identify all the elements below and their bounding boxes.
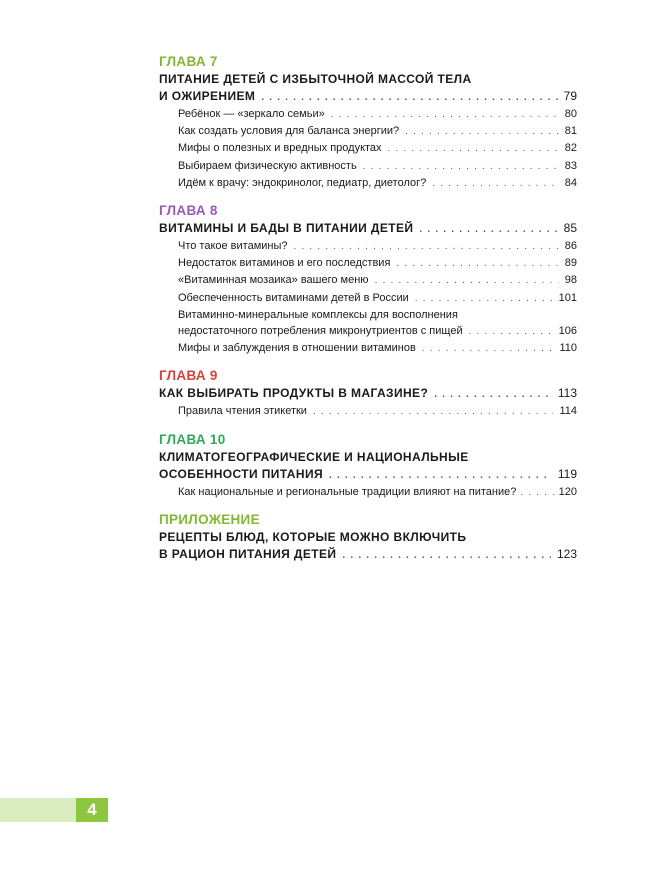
leader-dots — [422, 341, 554, 357]
toc-entry[interactable] — [159, 323, 577, 340]
leader-dots — [313, 404, 553, 420]
entry-title: Недостаток витаминов и его последствия — [178, 257, 391, 270]
entry-title-continuation: недостаточного потребления микронутриентов с пищей — [178, 325, 463, 338]
chapter-label: ГЛАВА 7 — [159, 54, 218, 69]
appendix-title: В РАЦИОН ПИТАНИЯ ДЕТЕЙ — [159, 546, 337, 561]
toc-entry[interactable] — [159, 238, 577, 255]
toc-entry[interactable] — [159, 340, 577, 357]
chapter-title-line: ПИТАНИЕ ДЕТЕЙ С ИЗБЫТОЧНОЙ МАССОЙ ТЕЛА — [159, 72, 472, 86]
chapter-title-row[interactable] — [159, 88, 577, 106]
leader-dots — [396, 256, 558, 272]
chapter-9 — [159, 368, 577, 420]
page-number: 80 — [564, 108, 577, 120]
page-number: 114 — [559, 405, 577, 418]
entry-title: Мифы и заблуждения в отношении витаминов — [178, 342, 416, 355]
entry-title: Что такое витамины? — [178, 240, 288, 253]
table-of-contents — [159, 54, 577, 575]
toc-entry[interactable] — [159, 290, 577, 307]
entry-title: Правила чтения этикетки — [178, 405, 307, 418]
entry-title-line[interactable]: Витаминно-минеральные комплексы для восполнения — [178, 308, 458, 321]
leader-dots — [405, 124, 559, 140]
leader-dots — [469, 324, 553, 340]
entry-title: Ребёнок — «зеркало семьи» — [178, 108, 325, 120]
entry-title: «Витаминная мозаика» вашего меню — [178, 274, 369, 287]
page-number-badge: 4 — [76, 798, 108, 822]
leader-dots — [329, 467, 552, 484]
chapter-label: ГЛАВА 8 — [159, 203, 218, 219]
chapter-7 — [159, 54, 577, 192]
leader-dots — [388, 141, 559, 157]
toc-entry[interactable] — [159, 175, 577, 192]
toc-entry[interactable] — [159, 106, 577, 123]
leader-dots — [363, 159, 559, 175]
page-number: 84 — [564, 176, 577, 189]
leader-dots — [434, 386, 552, 403]
appendix-title-row[interactable] — [159, 546, 577, 564]
entry-title: Идём к врачу: эндокринолог, педиатр, диетолог? — [178, 176, 427, 189]
page-number: 110 — [559, 342, 577, 355]
entry-title: Обеспеченность витаминами детей в России — [178, 291, 409, 304]
chapter-title-row[interactable] — [159, 466, 577, 484]
page-number: 101 — [558, 291, 577, 304]
page-number: 106 — [558, 325, 577, 338]
chapter-title: И ОЖИРЕНИЕМ — [159, 89, 256, 103]
chapter-title: КАК ВЫБИРАТЬ ПРОДУКТЫ В МАГАЗИНЕ? — [159, 386, 429, 401]
page-number: 123 — [556, 546, 577, 561]
leader-dots — [331, 107, 559, 123]
toc-entry[interactable] — [159, 255, 577, 272]
entry-title: Как национальные и региональные традиции влияют на питание? — [178, 485, 517, 498]
page-number: 83 — [564, 159, 577, 172]
chapter-title: ВИТАМИНЫ И БАДЫ В ПИТАНИИ ДЕТЕЙ — [159, 221, 414, 236]
page-number: 120 — [558, 485, 577, 498]
entry-title: Мифы о полезных и вредных продуктах — [178, 142, 382, 155]
leader-dots — [419, 221, 557, 238]
leader-dots — [294, 239, 559, 255]
chapter-label: ГЛАВА 10 — [159, 431, 226, 447]
chapter-label: ГЛАВА 9 — [159, 368, 218, 384]
chapter-title: ОСОБЕННОСТИ ПИТАНИЯ — [159, 466, 323, 481]
toc-entry[interactable] — [159, 484, 577, 501]
page-number: 89 — [564, 257, 577, 270]
toc-entry[interactable] — [159, 140, 577, 157]
leader-dots — [432, 176, 559, 192]
toc-entry[interactable] — [159, 158, 577, 175]
chapter-title-line: КЛИМАТОГЕОГРАФИЧЕСКИЕ И НАЦИОНАЛЬНЫЕ — [159, 449, 469, 464]
entry-title: Выбираем физическую активность — [178, 159, 357, 172]
page-number: 85 — [563, 221, 577, 236]
leader-dots — [342, 547, 551, 564]
toc-entry[interactable] — [159, 403, 577, 420]
appendix — [159, 512, 577, 564]
page-number: 81 — [564, 125, 577, 138]
page-number: 119 — [557, 466, 577, 481]
page-number: 113 — [557, 386, 577, 401]
leader-dots — [415, 291, 553, 307]
page-number: 98 — [564, 274, 577, 287]
entry-title: Как создать условия для баланса энергии? — [178, 125, 400, 138]
toc-entry[interactable] — [159, 272, 577, 289]
appendix-label: ПРИЛОЖЕНИЕ — [159, 511, 260, 527]
chapter-title-row[interactable] — [159, 220, 577, 238]
page-number: 82 — [564, 142, 577, 155]
leader-dots — [520, 485, 554, 501]
chapter-8 — [159, 203, 577, 357]
appendix-title-line: РЕЦЕПТЫ БЛЮД, КОТОРЫЕ МОЖНО ВКЛЮЧИТЬ — [159, 529, 467, 544]
chapter-10 — [159, 432, 577, 501]
chapter-title-row[interactable] — [159, 385, 577, 403]
toc-entry[interactable] — [159, 123, 577, 140]
leader-dots — [375, 273, 559, 289]
page-number: 79 — [563, 89, 577, 103]
page-number: 86 — [564, 240, 577, 253]
leader-dots — [261, 89, 557, 106]
